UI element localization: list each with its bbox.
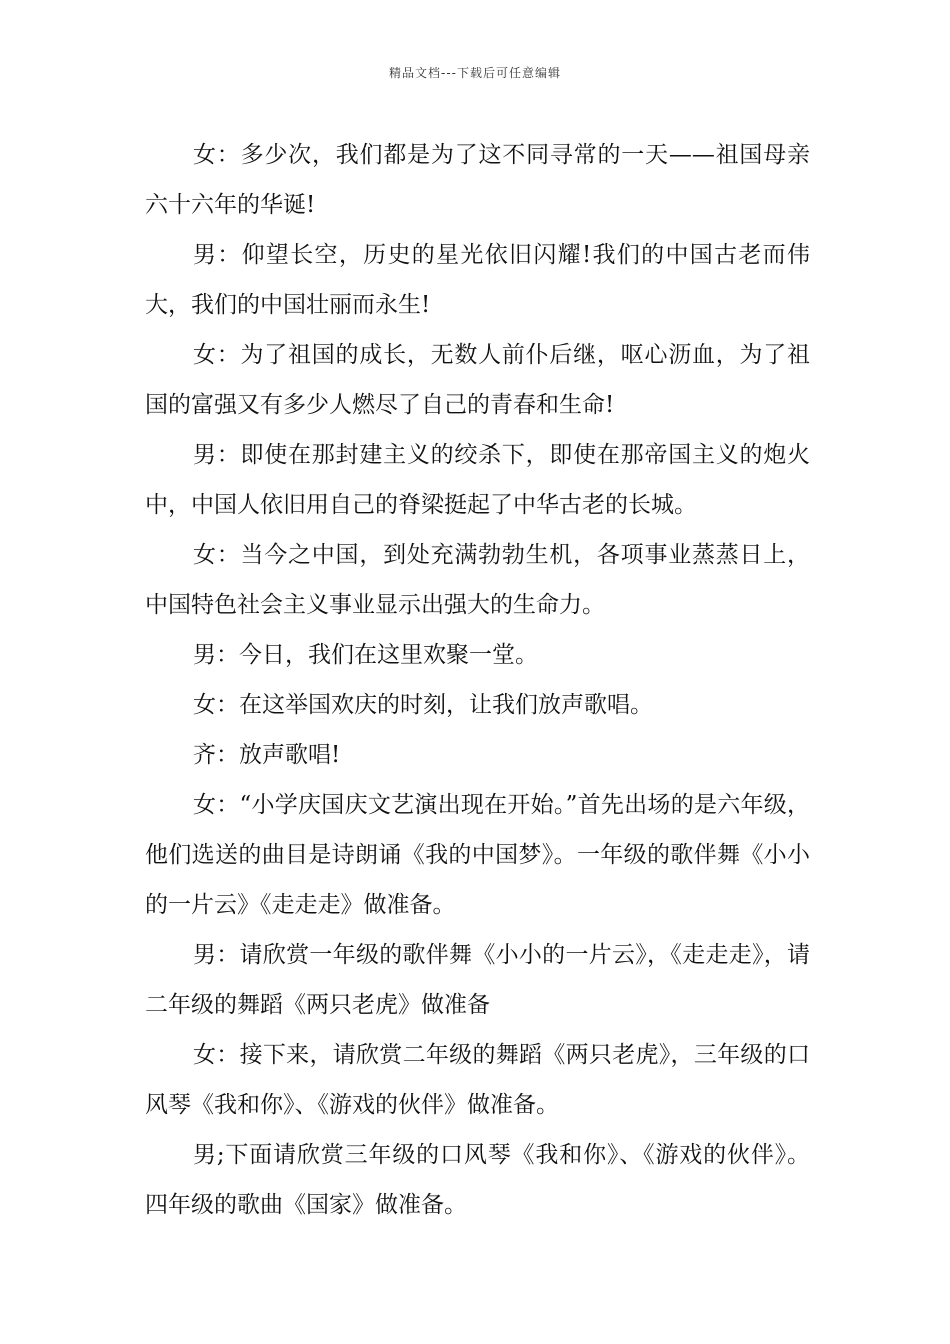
paragraph: 男：今日，我们在这里欢聚一堂。 bbox=[193, 642, 538, 668]
paragraph: 齐：放声歌唱! bbox=[193, 742, 341, 768]
paragraph: 女：当今之中国，到处充满勃勃生机，各项事业蒸蒸日上，中国特色社会主义事业显示出强大的生命力。 bbox=[145, 542, 810, 618]
paragraph: 女：为了祖国的成长，无数人前仆后继，呕心沥血，为了祖国的富强又有多少人燃尽了自己的青春和生命! bbox=[145, 342, 810, 418]
paragraph: 男：即使在那封建主义的绞杀下，即使在那帝国主义的炮火中，中国人依旧用自己的脊梁挺起了中华古老的长城。 bbox=[145, 442, 810, 518]
paragraph: 男;下面请欣赏三年级的口风琴《我和你》、《游戏的伙伴》。四年级的歌曲《国家》做准备。 bbox=[145, 1142, 810, 1218]
paragraph: 女：接下来，请欣赏二年级的舞蹈《两只老虎》，三年级的口风琴《我和你》、《游戏的伙伴》做准备。 bbox=[145, 1042, 810, 1118]
page-header: 精品文档---下载后可任意编辑 bbox=[389, 66, 561, 80]
paragraph: 男：请欣赏一年级的歌伴舞《小小的一片云》，《走走走》，请二年级的舞蹈《两只老虎》做准备 bbox=[145, 942, 810, 1018]
paragraph: 女：“小学庆国庆文艺演出现在开始。”首先出场的是六年级，他们选送的曲目是诗朗诵《我的中国梦》。一年级的歌伴舞《小小的一片云》《走走走》做准备。 bbox=[145, 792, 810, 918]
document-body bbox=[145, 130, 810, 1230]
paragraph: 女：多少次，我们都是为了这不同寻常的一天——祖国母亲六十六年的华诞! bbox=[145, 142, 810, 218]
paragraph: 男：仰望长空，历史的星光依旧闪耀!我们的中国古老而伟大，我们的中国壮丽而永生! bbox=[145, 242, 810, 318]
paragraph: 女：在这举国欢庆的时刻，让我们放声歌唱。 bbox=[193, 692, 653, 718]
